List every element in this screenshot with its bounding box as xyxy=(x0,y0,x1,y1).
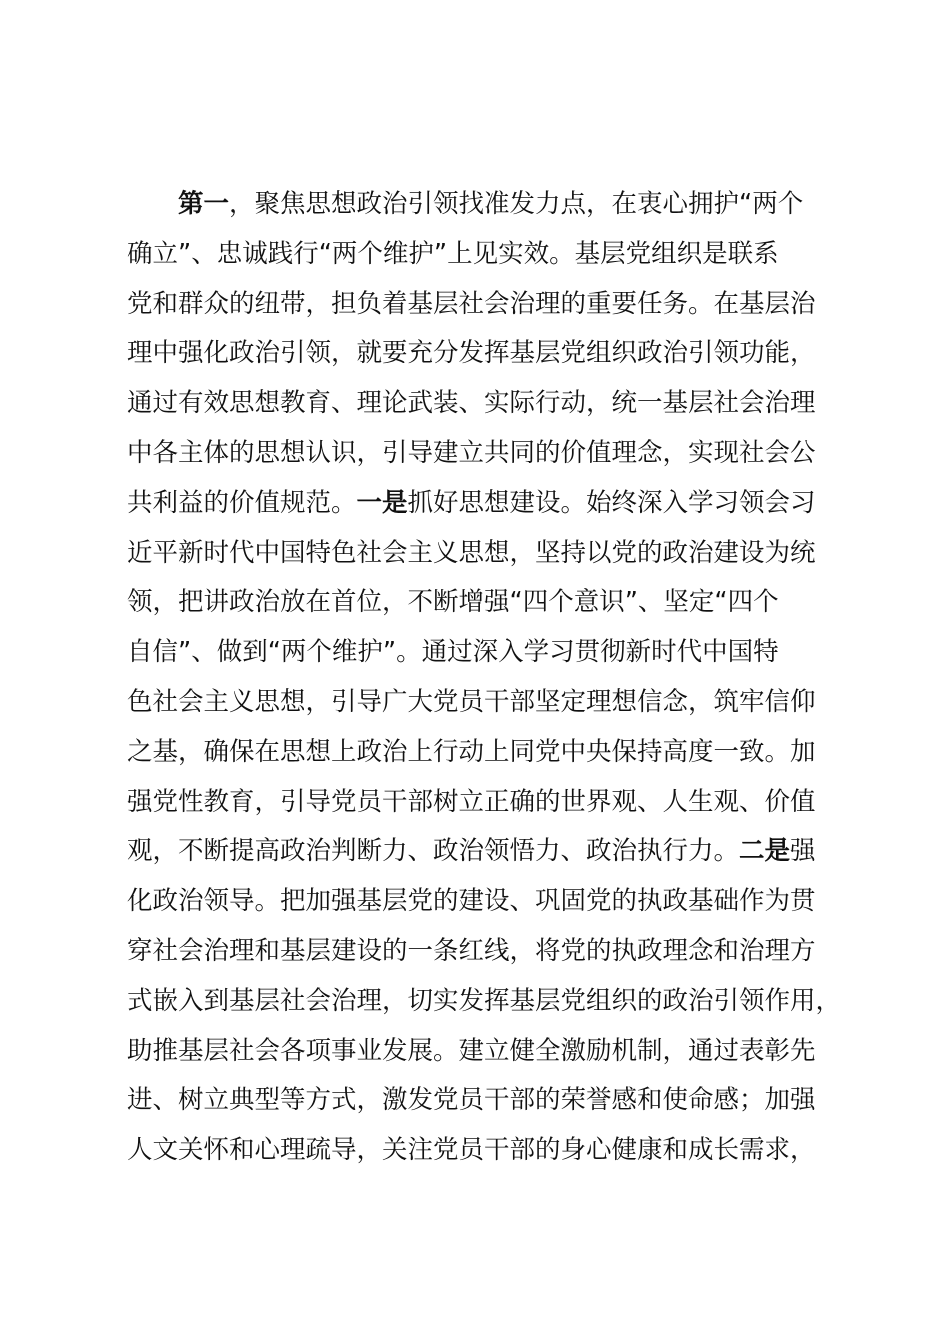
text-segment: 领，把讲政治放在首位，不断增强“四个意识”、坚定“四个 xyxy=(127,587,779,618)
text-segment: 抓好思想建设。始终深入学习领会习 xyxy=(407,487,816,518)
text-segment: ，聚焦思想政治引领找准发力点，在衷心拥护“两个 xyxy=(229,189,804,219)
text-segment: 色社会主义思想，引导广大党员干部坚定理想信念，筑牢信仰 xyxy=(127,686,816,717)
text-segment: 式嵌入到基层社会治理，切实发挥基层党组织的政治引领作用， xyxy=(127,985,842,1016)
text-segment: 人文关怀和心理疏导，关注党员干部的身心健康和成长需求， xyxy=(127,1135,816,1166)
text-segment: 中各主体的思想认识，引导建立共同的价值理念，实现社会公 xyxy=(127,437,816,468)
text-segment: 共利益的价值规范。 xyxy=(127,487,357,518)
text-line xyxy=(127,877,837,927)
text-line xyxy=(127,578,837,628)
bold-text-segment: 一是 xyxy=(356,487,408,518)
text-segment: 强党性教育，引导党员干部树立正确的世界观、人生观、价值 xyxy=(127,786,816,817)
text-line xyxy=(127,379,837,429)
text-segment: 之基，确保在思想上政治上行动上同党中央保持高度一致。加 xyxy=(127,736,816,767)
text-line xyxy=(127,977,842,1027)
text-line xyxy=(127,1126,837,1176)
text-line xyxy=(127,927,837,977)
text-segment: 穿社会治理和基层建设的一条红线，将党的执政理念和治理方 xyxy=(127,935,816,966)
text-segment: 党和群众的纽带，担负着基层社会治理的重要任务。在基层治 xyxy=(127,288,816,319)
text-line xyxy=(127,479,837,529)
text-segment: 观，不断提高政治判断力、政治领悟力、政治执行力。 xyxy=(127,836,740,867)
text-line xyxy=(127,1027,837,1077)
body-paragraph xyxy=(127,180,842,1176)
text-segment: 近平新时代中国特色社会主义思想，坚持以党的政治建设为统 xyxy=(127,537,816,568)
text-segment: 化政治领导。把加强基层党的建设、巩固党的执政基础作为贯 xyxy=(127,886,816,917)
text-line xyxy=(127,329,837,379)
bold-text-segment: 第一 xyxy=(178,189,230,219)
text-line xyxy=(127,628,837,678)
text-line xyxy=(127,429,837,479)
text-segment: 进、树立典型等方式，激发党员干部的荣誉感和使命感；加强 xyxy=(127,1085,816,1116)
text-segment: 通过有效思想教育、理论武装、实际行动，统一基层社会治理 xyxy=(127,388,816,419)
text-segment: 理中强化政治引领，就要充分发挥基层党组织政治引领功能， xyxy=(127,338,816,369)
text-line xyxy=(127,230,837,280)
text-line xyxy=(127,180,837,230)
text-line xyxy=(127,1076,837,1126)
text-segment: 确立”、忠诚践行“两个维护”上见实效。基层党组织是联系 xyxy=(127,238,779,269)
text-segment: 强 xyxy=(790,836,816,867)
text-line xyxy=(127,529,837,579)
text-line xyxy=(127,678,837,728)
text-segment: 助推基层社会各项事业发展。建立健全激励机制，通过表彰先 xyxy=(127,1035,816,1066)
text-segment: 自信”、做到“两个维护”。通过深入学习贯彻新时代中国特 xyxy=(127,637,779,668)
text-line xyxy=(127,778,837,828)
text-line xyxy=(127,728,837,778)
bold-text-segment: 二是 xyxy=(739,836,791,867)
text-line xyxy=(127,827,837,877)
text-line xyxy=(127,280,837,330)
